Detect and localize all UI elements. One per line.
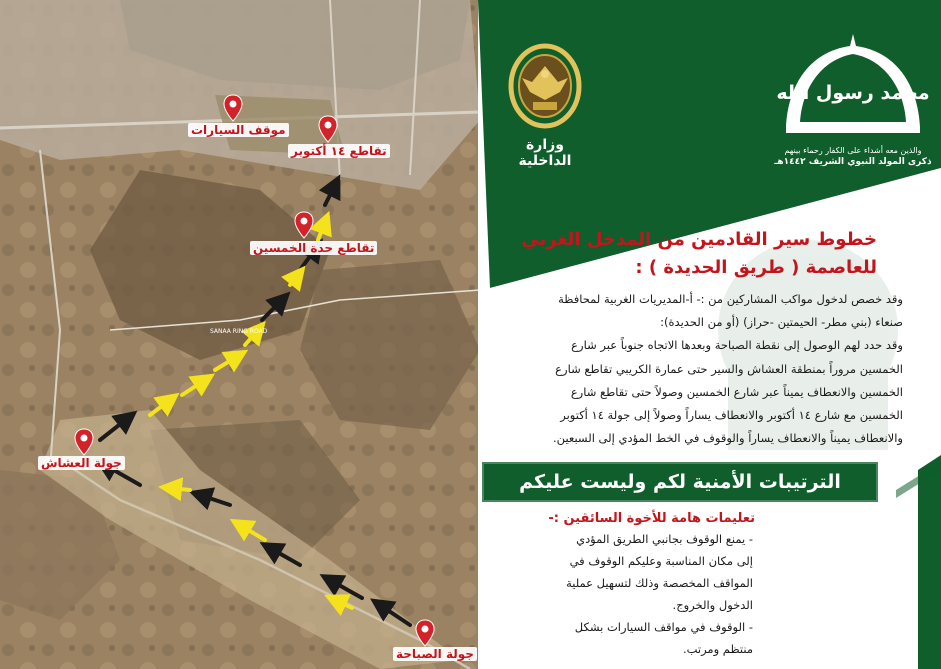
eagle-emblem-icon [500, 38, 590, 133]
location-pin-icon[interactable] [317, 115, 339, 143]
location-pin-icon[interactable] [293, 211, 315, 239]
route-title-line1: خطوط سير القادمين من المدخل الغربي [521, 229, 877, 250]
location-pin-icon[interactable] [414, 619, 436, 647]
driver-notes [523, 528, 753, 660]
note-line: إلى مكان المناسبة وعليكم الوقوف في [569, 554, 753, 568]
pin-label-khamseen: تقاطع حدة الخمسين [250, 241, 377, 255]
body-line: الخمسين مروراً بمنطقة العشاش والسير حتى عمارة الكريبي تقاطع شارع [555, 361, 903, 376]
note-line: - يمنع الوقوف بجانبي الطريق المؤدي [576, 532, 753, 546]
body-line: والانعطاف يميناً والانعطاف يساراً والوقوف في الخط المؤدي إلى السبعين. [553, 431, 903, 446]
ministry-logo [500, 38, 590, 169]
note-line: المواقف المخصصة وذلك لتسهيل عملية [566, 576, 753, 590]
body-line: صنعاء (بني مطر- الحيمتين -حراز) (أو من الحديدة): [660, 315, 903, 330]
road-label: SANAA RING ROAD [210, 328, 268, 335]
body-line: الخمسين مع شارع ١٤ أكتوبر والانعطاف يساراً وصولاً إلى جولة ١٤ أكتوبر [560, 408, 903, 423]
body-line: الخمسين والانعطاف يميناً عبر شارع الخمسين وصولاً حتى تقاطع شارع [570, 384, 903, 399]
mawlid-verse: والذين معه أشداء على الكفار رحماء بينهم [784, 146, 922, 155]
note-line: منتظم ومرتب. [682, 642, 753, 656]
note-line: الدخول والخروج. [672, 598, 753, 612]
location-pin-icon[interactable] [222, 94, 244, 122]
location-pin-icon[interactable] [73, 428, 95, 456]
mawlid-caption: ذكرى المولد النبوي الشريف ١٤٤٢هـ [774, 157, 932, 167]
body-line: وقد خصص لدخول مواكب المشاركين من :- أ-المديريات الغربية لمحافظة [558, 292, 903, 306]
pin-label-sabaha: جولة الصباحة [393, 647, 477, 661]
pin-label-parking: موقف السيارات [188, 123, 289, 137]
pin-label-ashash: جولة العشاش [38, 456, 125, 470]
mawlid-logo [768, 32, 938, 182]
body-line: وقد حدد لهم الوصول إلى نقطة الصباحة وبعدها الاتجاه جنوباً عبر شارع [571, 338, 903, 353]
pin-label-october14: تقاطع ١٤ أكتوبر [288, 144, 390, 158]
note-line: - الوقوف في مواقف السيارات بشكل [574, 620, 753, 634]
route-description [491, 288, 903, 450]
notes-title: تعليمات هامة للأخوة السائقين :- [548, 511, 755, 526]
info-panel [478, 0, 941, 669]
route-title-line2: للعاصمة ( طريق الحديدة ) : [635, 257, 877, 278]
mawlid-name: محمد رسول الله [776, 82, 930, 104]
ministry-name: وزارة الداخلية [518, 137, 572, 169]
security-banner: الترتيبات الأمنية لكم وليست عليكم [482, 462, 878, 502]
